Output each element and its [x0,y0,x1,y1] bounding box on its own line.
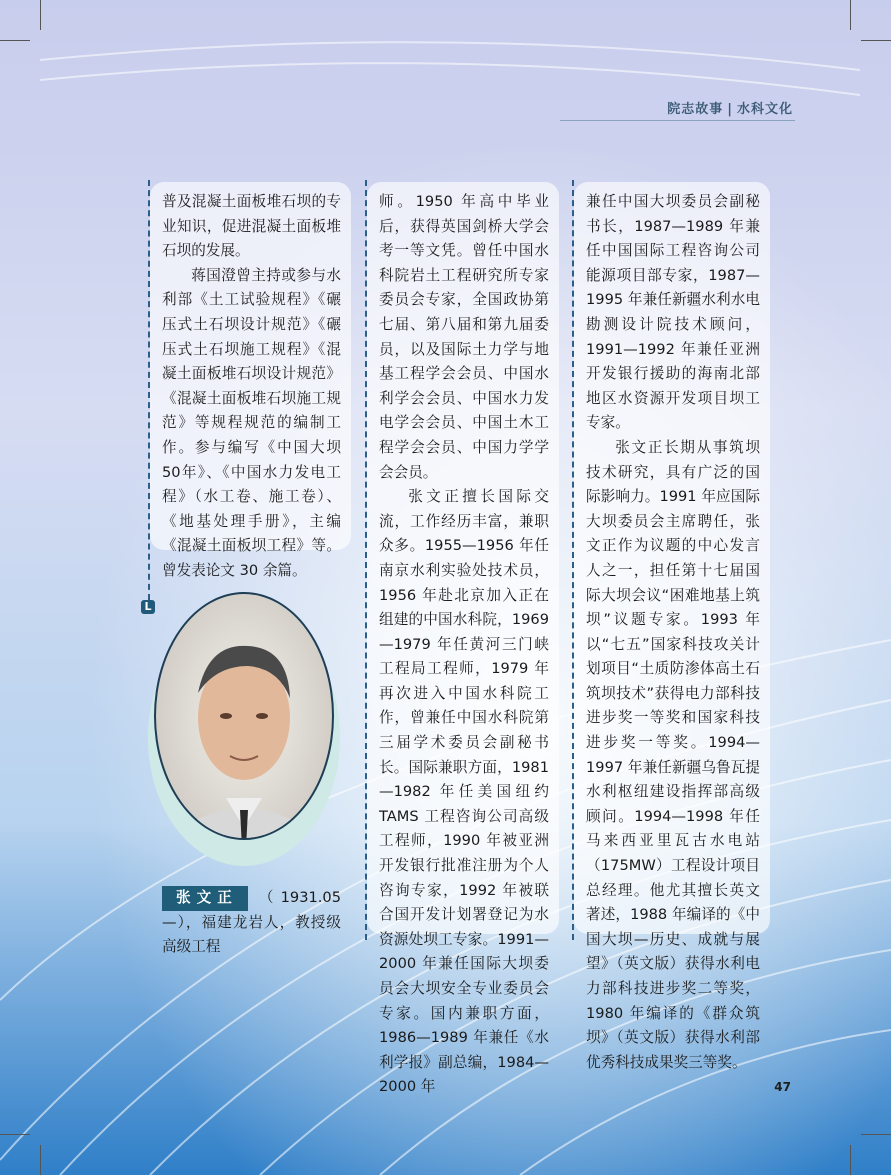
paragraph: 兼任中国大坝委员会副秘书长，1987—1989 年兼任中国国际工程咨询公司能源项目部专家，1987—1995 年兼任新疆水利水电勘测设计院技术顾问，1991—1992 年兼任亚洲开发银行援助的海南北部地区水资源开发项目坝工专家。 [586,193,760,432]
crop-mark [40,0,41,30]
header-rule [560,120,795,121]
section-header [667,98,793,117]
crop-mark [0,40,30,41]
column-1-text [162,190,341,584]
person-name-badge: 张文正 [162,886,248,911]
header-section: 院志故事 [667,102,724,117]
column-guide [572,180,574,940]
crop-mark [850,1145,851,1175]
header-category: 水科文化 [736,102,793,117]
bio-intro-text [162,886,341,960]
column-guide [365,180,367,940]
column-1-bio-card [150,878,351,956]
header-separator: | [727,102,733,117]
column-3-card [574,182,770,1071]
crop-mark [0,1134,30,1135]
paragraph: 普及混凝土面板堆石坝的专业知识，促进混凝土面板堆石坝的发展。 [162,193,341,260]
paragraph: 张文正长期从事筑坝技术研究，具有广泛的国际影响力。1991 年应国际大坝委员会主席聘任，张文正作为议题的中心发言人之一，担任第十七届国际大坝会议“困难地基上筑坝”议题专家。1993 年以“七五”国家科技攻关计划项目“土质防渗体高土石筑坝技术”获得电力部科技进步奖一等奖和国家科技进步奖一等奖。1994—1997 年兼任新疆乌鲁瓦提水利枢纽建设指挥部高级顾问。1994—1998 年任马来西亚里瓦古水电站（175MW）工程设计项目总经理。他尤其擅长英文著述，1988 年编译的《中国大坝—历史、成就与展望》（英文版）获得水利电力部科技进步奖二等奖，1980 年编译的《群众筑坝》（英文版）获得水利部优秀科技成果奖三等奖。 [586,438,760,1071]
column-2-text [379,190,549,1100]
crop-mark [861,1134,891,1135]
paragraph: 师。1950 年高中毕业后，获得英国剑桥大学会考一等文凭。曾任中国水科院岩土工程研究所专家委员会专家，全国政协第七届、第八届和第九届委员，以及国际土力学与地基工程学会会员、中国水利学会会员、中国水力发电学会会员、中国土木工程学会会员、中国力学学会会员。 [379,193,549,481]
portrait-photo [148,588,340,870]
crop-mark [861,40,891,41]
column-2-card [367,182,559,1096]
bio-intro: （1931.05—），福建龙岩人，教授级高级工程 [162,889,341,956]
paragraph: 张文正擅长国际交流，工作经历丰富，兼职众多。1955—1956 年任南京水利实验处技术员，1956 年赴北京加入正在组建的中国水科院，1969—1979 年任黄河三门峡工程局工程师，1979 年再次进入中国水科院工作，曾兼任中国水科院第三届学术委员会副秘书长。国际兼职方面，1981—1982 年任美国纽约 TAMS 工程咨询公司高级工程师，1990 年被亚洲开发银行批准注册为个人咨询专家，1992 年被联合国开发计划署登记为水资源处坝工专家。1991—2000 年兼任国际大坝委员会大坝安全专业委员会专家。国内兼职方面，1986—1989 年兼任《水利学报》副总编，1984—2000 年 [379,488,549,1096]
column-3-text [586,190,760,1075]
portrait-image [148,588,340,870]
corner-marker-icon: L [141,600,155,614]
crop-mark [850,0,851,30]
column-guide [148,180,150,600]
crop-mark [40,1145,41,1175]
page-number: 47 [774,1080,791,1094]
column-1-card [150,182,351,579]
paragraph: 蒋国澄曾主持或参与水利部《土工试验规程》《碾压式土石坝设计规范》《碾压式土石坝施工规程》《混凝土面板堆石坝设计规范》《混凝土面板堆石坝施工规范》等规程规范的编制工作。参与编写《中国大坝50年》、《中国水力发电工程》（水工卷、施工卷）、《地基处理手册》，主编《混凝土面板坝工程》等。曾发表论文 30 余篇。 [162,266,341,579]
